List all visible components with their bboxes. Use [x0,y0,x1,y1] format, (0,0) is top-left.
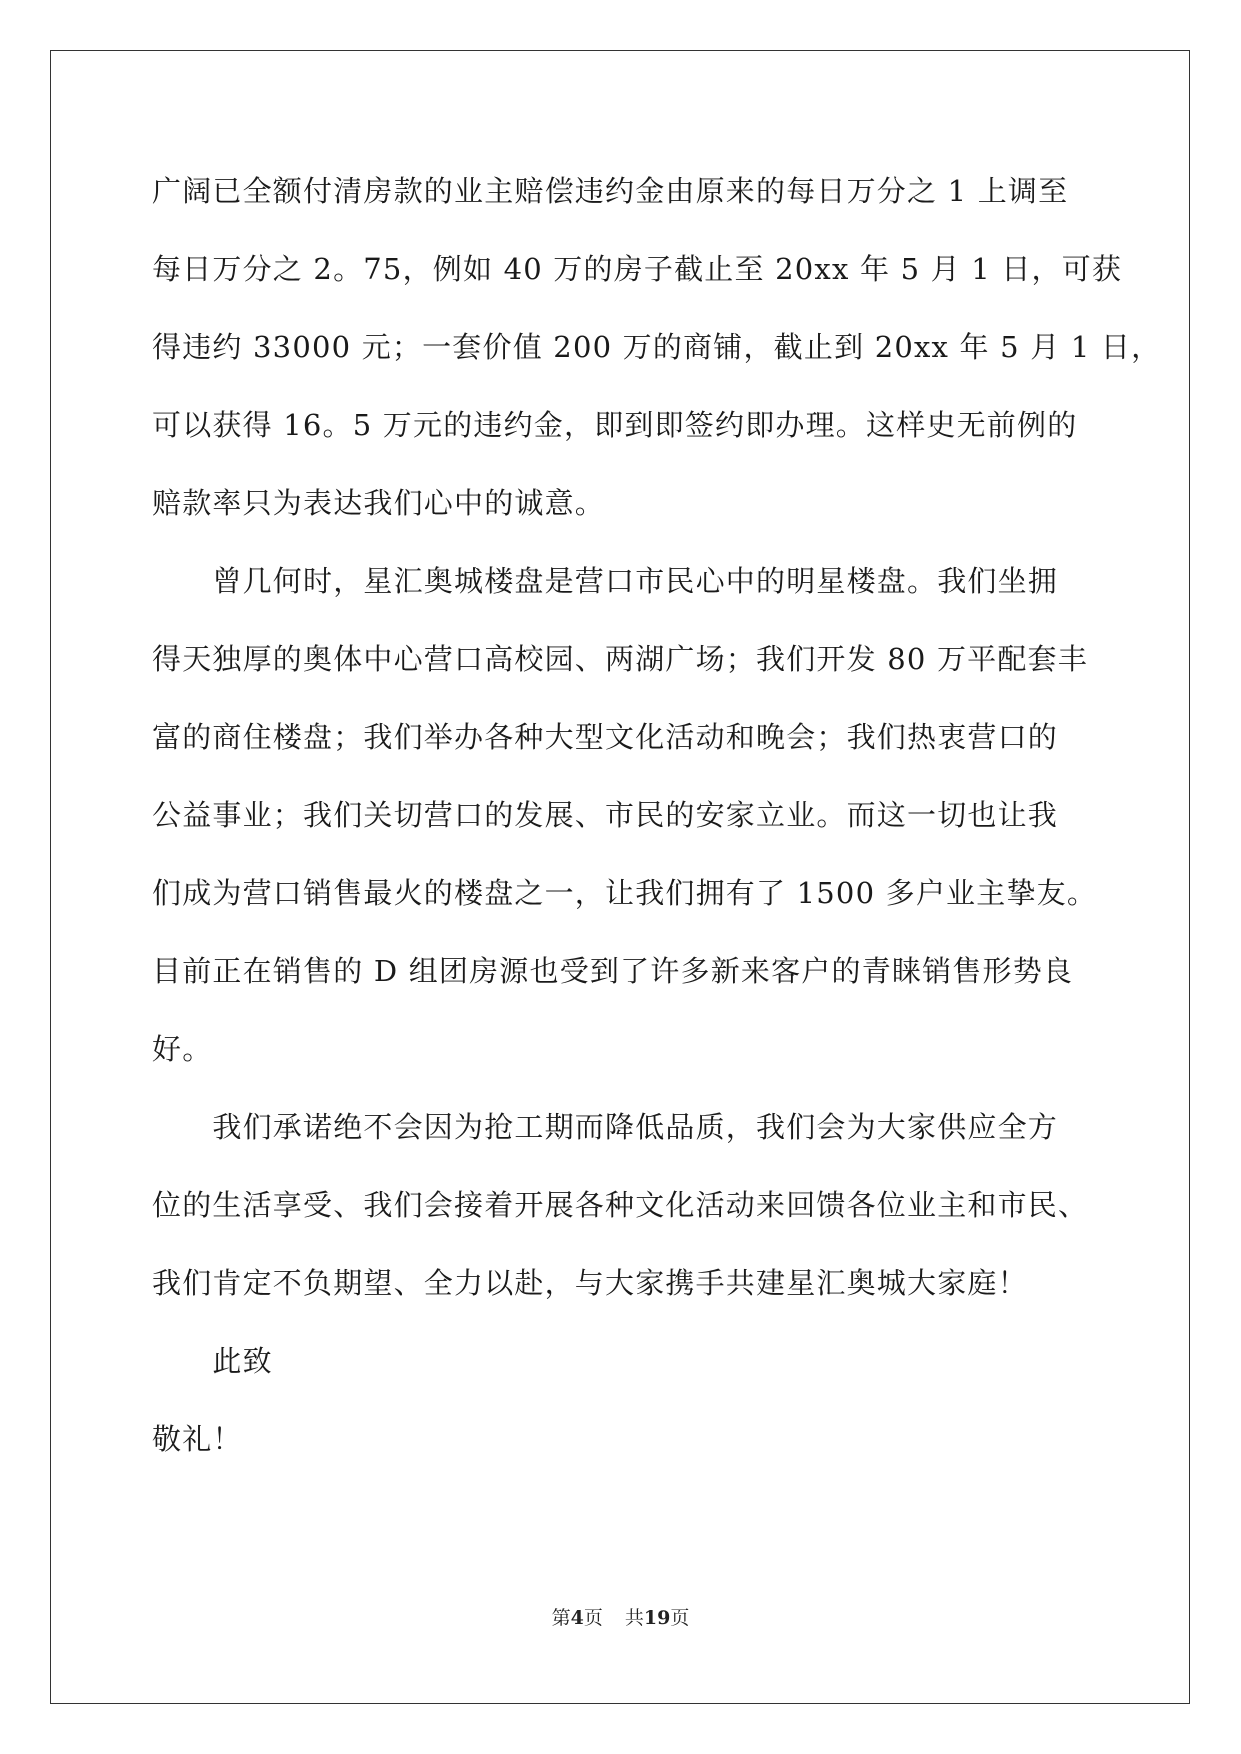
document-body [152,162,1162,1488]
total-prefix: 共 [624,1607,644,1629]
text-line: 公益事业；我们关切营口的发展、市民的安家立业。而这一切也让我 [152,798,1059,832]
text-line: 好。 [152,1032,213,1066]
text-line: 位的生活享受、我们会接着开展各种文化活动来回馈各位业主和市民、 [152,1188,1089,1222]
total-suffix: 页 [670,1607,690,1629]
text-line: 富的商住楼盘；我们举办各种大型文化活动和晚会；我们热衷营口的 [152,720,1059,754]
text-line: 赔款率只为表达我们心中的诚意。 [152,486,606,520]
text-line: 目前正在销售的 D 组团房源也受到了许多新来客户的青睐销售形势良 [152,954,1074,988]
text-line: 可以获得 16。5 万元的违约金，即到即签约即办理。这样史无前例的 [152,408,1078,442]
page-prefix: 第 [551,1607,571,1629]
text-line: 得天独厚的奥体中心营口高校园、两湖广场；我们开发 80 万平配套丰 [152,642,1088,676]
text-line: 们成为营口销售最火的楼盘之一，让我们拥有了 1500 多户业主挚友。 [152,876,1098,910]
text-line: 敬礼！ [152,1422,243,1456]
text-line: 我们承诺绝不会因为抢工期而降低品质，我们会为大家供应全方 [152,1110,1059,1144]
page-suffix: 页 [583,1607,603,1629]
page-number: 4 [570,1607,584,1629]
page-footer [0,1606,1241,1630]
text-line: 此致 [152,1344,273,1378]
total-pages: 19 [643,1607,671,1629]
text-line: 每日万分之 2。75，例如 40 万的房子截止至 20xx 年 5 月 1 日，可获 [152,252,1123,286]
text-line: 我们肯定不负期望、全力以赴，与大家携手共建星汇奥城大家庭！ [152,1266,1028,1300]
text-line: 曾几何时，星汇奥城楼盘是营口市民心中的明星楼盘。我们坐拥 [152,564,1059,598]
text-line: 得违约 33000 元；一套价值 200 万的商铺，截止到 20xx 年 5 月 1 日， [152,330,1162,364]
text-line: 广阔已全额付清房款的业主赔偿违约金由原来的每日万分之 1 上调至 [152,174,1069,208]
